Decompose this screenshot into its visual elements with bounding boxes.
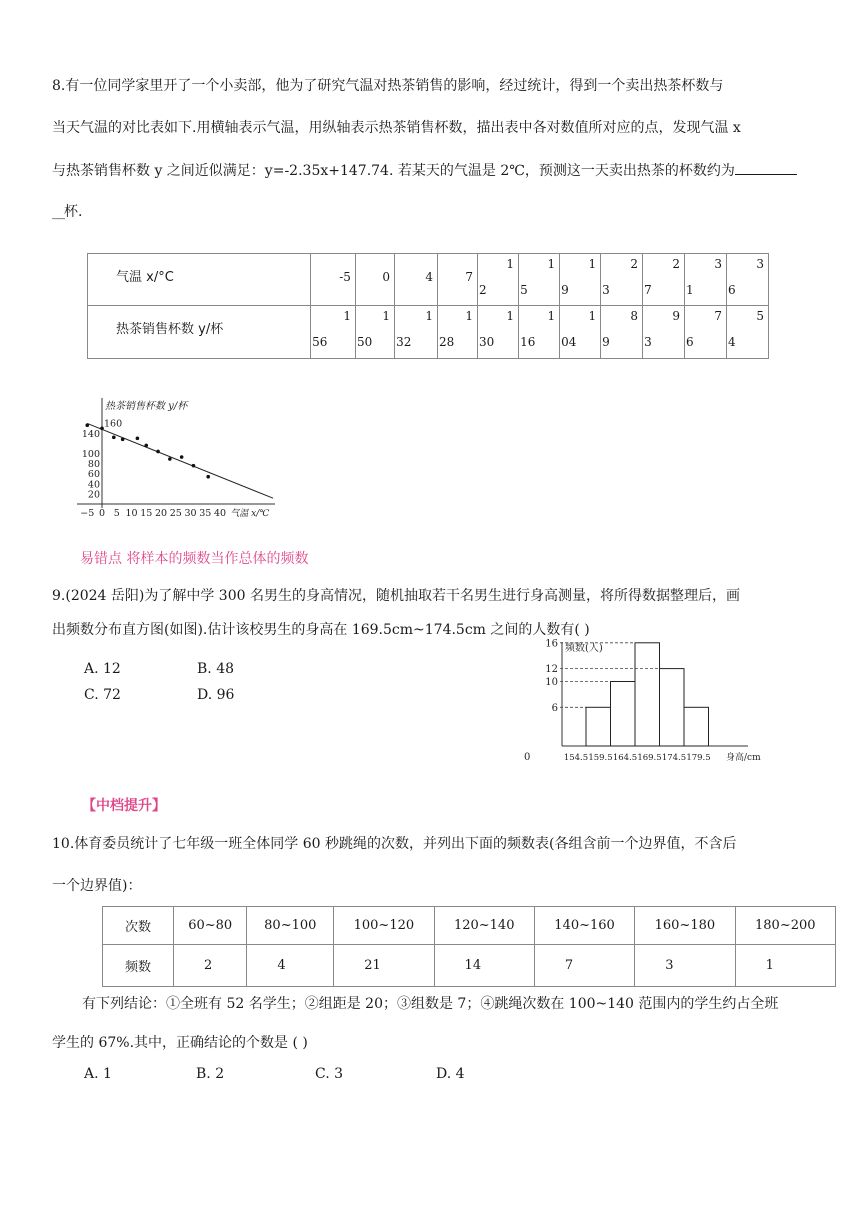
- q8-cups-cell: [437, 306, 477, 359]
- q8-temp-cell: [560, 254, 601, 306]
- histogram-bar: [586, 707, 611, 746]
- q8-cups-cell: [395, 306, 438, 359]
- q10-conclusion-line1: 有下列结论：①全班有 52 名学生；②组距是 20；③组数是 7；④跳绳次数在 100~140 范围内的学生约占全班: [82, 996, 779, 1012]
- q8-cups-cell-bottom: 9: [602, 335, 610, 349]
- q10-freq-label: 频数: [103, 945, 174, 987]
- q8-blank-tail: __: [52, 204, 64, 220]
- q10-frequency-table: [102, 906, 836, 987]
- q10-option-a[interactable]: A. 1: [84, 1066, 112, 1082]
- q10-range-cell: 120~140: [434, 907, 534, 945]
- x-tick-label: 174.5: [661, 753, 687, 763]
- q8-cups-label: 热茶销售杯数 y/杯: [88, 306, 311, 359]
- q8-cups-cell-top: 1: [547, 309, 556, 323]
- regression-line: [87, 423, 273, 501]
- q10-option-c[interactable]: C. 3: [315, 1066, 344, 1082]
- q10-range-cell: 160~180: [635, 907, 735, 945]
- x-tick-label: 30: [184, 508, 197, 519]
- question-9: [52, 586, 817, 640]
- x-tick-label: −5: [80, 508, 95, 519]
- data-point: [192, 464, 196, 468]
- q8-scatter-chart: [75, 392, 305, 524]
- q8-cups-cell-top: 1: [465, 309, 474, 323]
- q8-temp-cell-top: 1: [588, 257, 597, 271]
- q8-temp-cell-bottom: -5: [339, 270, 351, 284]
- data-point: [156, 450, 160, 454]
- q9-line1: 9.(2024 岳阳)为了解中学 300 名男生的身高情况，随机抽取若干名男生进行身高测量，将所得数据整理后，画: [52, 588, 740, 604]
- q10-range-cell: 100~120: [334, 907, 434, 945]
- q10-option-d[interactable]: D. 4: [436, 1066, 465, 1082]
- data-point: [180, 455, 184, 459]
- y-tick-label: 100: [81, 449, 100, 460]
- x-tick-label: 20: [154, 508, 168, 519]
- data-point: [112, 436, 116, 440]
- q8-cups-cell-bottom: 3: [644, 335, 652, 349]
- data-point: [168, 457, 172, 461]
- q8-temp-cell-bottom: 0: [382, 270, 391, 284]
- histogram-bar: [660, 669, 685, 746]
- data-point: [144, 444, 148, 448]
- x-tick-label: 164.5: [612, 753, 638, 763]
- q9-option-a[interactable]: A. 12: [84, 661, 121, 677]
- q8-temp-cell-bottom: 6: [728, 283, 736, 297]
- q10-freq-cell: 4: [247, 945, 334, 987]
- x-tick-label: 179.5: [686, 753, 711, 763]
- data-point: [121, 438, 125, 442]
- q8-answer-blank: [735, 160, 797, 175]
- q10-freq-row: [103, 945, 836, 987]
- histogram-bar: [684, 707, 709, 746]
- y-tick-label: 140: [81, 428, 100, 440]
- x-tick-label: 0: [98, 508, 106, 519]
- q10-freq-cell: 3: [635, 945, 735, 987]
- q10-option-b[interactable]: B. 2: [196, 1066, 225, 1082]
- question-8: [52, 76, 817, 222]
- error-prone-title: 易错点 将样本的频数当作总体的频数: [80, 551, 309, 567]
- q8-line3-text: 与热茶销售杯数 y 之间近似满足：y=-2.35x+147.74. 若某天的气温是 2℃，预测这一天卖出热茶的杯数约为: [52, 163, 735, 179]
- q10-range-row: [103, 907, 836, 945]
- q8-cups-cell: [643, 306, 685, 359]
- q8-cups-cell-top: 8: [630, 309, 639, 323]
- q8-cups-cell-bottom: 50: [356, 335, 373, 349]
- q8-temp-cell-top: 3: [714, 257, 722, 271]
- q8-cups-cell: [601, 306, 643, 359]
- q8-cups-cell-top: 7: [714, 309, 722, 323]
- q8-temp-cell: [437, 254, 477, 306]
- q8-temp-cell-bottom: 7: [465, 270, 474, 284]
- q9-option-b[interactable]: B. 48: [197, 661, 235, 677]
- q8-temp-cell-bottom: 7: [644, 283, 652, 297]
- q8-temp-cell: [601, 254, 643, 306]
- y-tick-label: 20: [87, 489, 100, 501]
- q8-line3: [52, 160, 817, 180]
- y-tick-label: 6: [551, 702, 558, 714]
- q8-temp-cell: [311, 254, 356, 306]
- q10-freq-cell: 14: [434, 945, 534, 987]
- q8-temp-cell-bottom: 4: [425, 270, 433, 284]
- q10-range-label: 次数: [103, 907, 174, 945]
- q8-temp-cell: [519, 254, 560, 306]
- q8-temp-cell-top: 2: [630, 257, 639, 271]
- x-tick-label: 40: [213, 508, 227, 519]
- q8-cups-cell-bottom: 30: [479, 335, 495, 349]
- y-tick-label: 10: [545, 677, 558, 688]
- y-tick-label: 12: [545, 664, 558, 676]
- q8-unit: 杯.: [64, 204, 83, 220]
- x-tick-label: 159.5: [588, 753, 613, 763]
- q8-temp-cell-bottom: 1: [686, 283, 694, 297]
- q8-temp-cell-bottom: 5: [520, 283, 528, 297]
- y-tick-label: 40: [87, 479, 100, 491]
- q8-cups-cell: [311, 306, 356, 359]
- q10-range-cell: 80~100: [247, 907, 334, 945]
- q10-freq-cell: 7: [534, 945, 634, 987]
- q8-cups-cell-bottom: 4: [728, 335, 736, 349]
- q8-temp-cell-bottom: 2: [479, 283, 487, 297]
- y-axis-title: 热茶销售杯数 y/杯: [105, 401, 188, 412]
- q8-temp-cell: [478, 254, 519, 306]
- x-tick-label: 154.5: [563, 753, 589, 763]
- q9-histogram: [522, 636, 784, 768]
- q8-temp-cell-bottom: 9: [561, 283, 569, 297]
- q10-line1: 10.体育委员统计了七年级一班全体同学 60 秒跳绳的次数，并列出下面的频数表(各组含前一个边界值，不含后: [52, 836, 737, 852]
- q8-cups-cell: [478, 306, 519, 359]
- x-tick-label: 10: [125, 508, 138, 519]
- y-tick-label: 80: [87, 459, 100, 471]
- q10-freq-cell: 1: [735, 945, 835, 987]
- q10-range-cell: 180~200: [735, 907, 835, 945]
- q8-temp-cell-top: 3: [756, 257, 764, 271]
- q10-line2: 一个边界值)：: [52, 878, 142, 894]
- y-tick-label: 160: [104, 418, 123, 430]
- q8-cups-cell: [685, 306, 727, 359]
- q8-temp-cell: [685, 254, 727, 306]
- q8-temp-cell: [395, 254, 438, 306]
- q8-cups-cell: [727, 306, 769, 359]
- q8-temp-cell-bottom: 3: [602, 283, 610, 297]
- x-tick-label: 5: [113, 508, 120, 519]
- q8-temp-cell-top: 2: [672, 257, 681, 271]
- q8-cups-cell-top: 1: [425, 309, 433, 323]
- q8-cups-cell-bottom: 16: [520, 335, 536, 349]
- q8-temp-cell-top: 1: [547, 257, 556, 271]
- q8-temp-cell: [727, 254, 769, 306]
- question-10: [52, 834, 817, 896]
- y-tick-label: 16: [545, 638, 558, 650]
- q9-line2: 出频数分布直方图(如图).估计该校男生的身高在 169.5cm~174.5cm 之间的人数有( ): [52, 622, 590, 638]
- q8-cups-cell-top: 1: [382, 309, 391, 323]
- q8-temp-row: [88, 254, 769, 306]
- y-axis-title: 频数(人): [565, 643, 603, 654]
- q8-cups-cell-bottom: 56: [312, 335, 328, 349]
- data-point: [100, 426, 104, 430]
- x-tick-label: 25: [169, 508, 182, 519]
- q8-temp-cell: [355, 254, 394, 306]
- q8-cups-cell-top: 1: [588, 309, 597, 323]
- section-title: 【中档提升】: [82, 798, 166, 814]
- x-tick-label: 35: [199, 508, 212, 519]
- histogram-bar: [635, 643, 660, 746]
- q8-cups-cell-top: 5: [756, 309, 764, 323]
- x-axis-title: 身高/cm: [726, 753, 761, 763]
- q8-line1: 8.有一位同学家里开了一个小卖部，他为了研究气温对热茶销售的影响，经过统计，得到一个卖出热茶杯数与: [52, 78, 724, 94]
- q8-cups-cell-top: 9: [672, 309, 681, 323]
- data-point: [206, 475, 210, 479]
- histogram-bar: [611, 682, 636, 747]
- origin-label: 0: [524, 752, 531, 763]
- x-tick-label: 169.5: [637, 753, 662, 763]
- q8-cups-cell-bottom: 6: [686, 335, 694, 349]
- q10-range-cell: 60~80: [174, 907, 247, 945]
- q8-cups-row: [88, 306, 769, 359]
- data-point: [136, 437, 140, 441]
- q10-range-cell: 140~160: [534, 907, 634, 945]
- q8-cups-cell-top: 1: [343, 309, 351, 323]
- q10-freq-cell: 21: [334, 945, 434, 987]
- q8-line4: [52, 202, 817, 222]
- q9-option-c[interactable]: C. 72: [84, 687, 121, 703]
- q8-cups-cell: [355, 306, 394, 359]
- q8-temp-cell: [643, 254, 685, 306]
- data-point: [85, 423, 89, 427]
- q8-data-table: [87, 253, 769, 359]
- q8-cups-cell: [560, 306, 601, 359]
- q9-option-d[interactable]: D. 96: [197, 687, 235, 703]
- x-tick-label: 15: [140, 508, 153, 519]
- q8-temp-cell-top: 1: [506, 257, 515, 271]
- q8-temp-label: 气温 x/°C: [88, 254, 311, 306]
- q10-freq-cell: 2: [174, 945, 247, 987]
- x-axis-title: 气温 x/℃: [230, 509, 270, 519]
- q8-line2: 当天气温的对比表如下.用横轴表示气温，用纵轴表示热茶销售杯数，描出表中各对数值所对应的点，发现气温 x: [52, 120, 741, 136]
- q8-cups-cell: [519, 306, 560, 359]
- q8-cups-cell-bottom: 28: [438, 335, 455, 349]
- q8-cups-cell-top: 1: [506, 309, 515, 323]
- q8-cups-cell-bottom: 04: [561, 335, 577, 349]
- y-tick-label: 60: [87, 469, 100, 481]
- q10-conclusion-line2: 学生的 67%.其中，正确结论的个数是 ( ): [52, 1035, 308, 1051]
- q8-cups-cell-bottom: 32: [396, 335, 412, 349]
